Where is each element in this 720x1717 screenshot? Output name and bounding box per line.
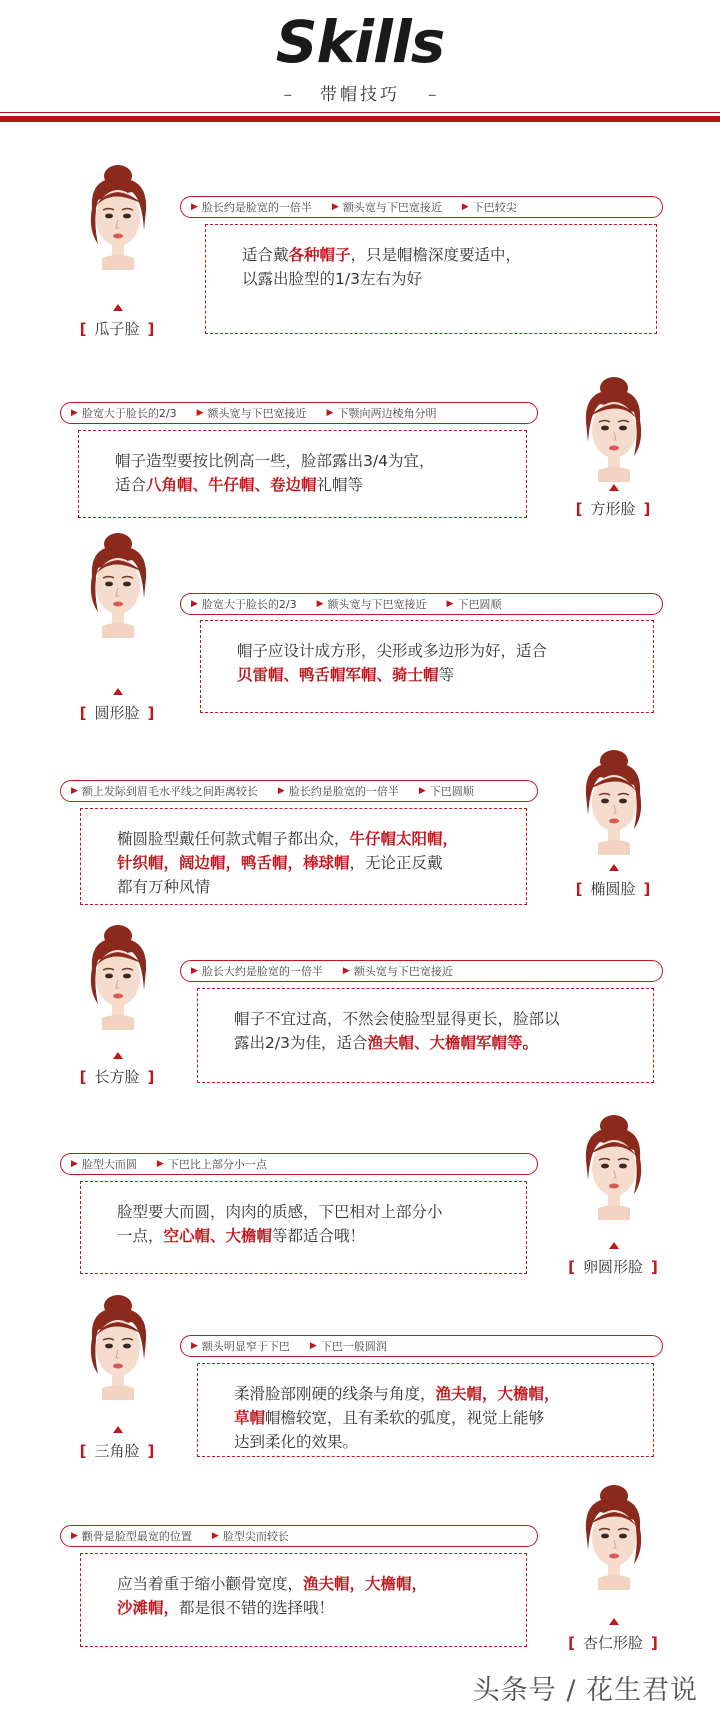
hat-advice-box (197, 988, 654, 1083)
bracket-left: [ (575, 500, 583, 518)
feature-tag-text: 下巴一般圆润 (320, 1340, 387, 1353)
advice-text: 帽檐较宽，且有柔软的弧度，视觉上能够 (265, 1409, 545, 1427)
face-illustration (568, 372, 660, 482)
pin-marker-icon (113, 304, 123, 311)
triangle-bullet-icon: ▶ (71, 408, 78, 418)
hat-advice-box (197, 1363, 654, 1457)
advice-text: 以露出脸型的1/3左右为好 (242, 270, 422, 288)
header (0, 0, 720, 122)
triangle-bullet-icon: ▶ (326, 408, 334, 418)
face-shape-label (558, 1256, 668, 1277)
hat-advice-box (80, 808, 527, 905)
pin-marker-icon (609, 864, 619, 871)
triangle-bullet-icon: ▶ (309, 1341, 317, 1351)
feature-tag (191, 199, 312, 215)
triangle-bullet-icon: ▶ (211, 1531, 219, 1541)
feature-tag (157, 1156, 267, 1172)
feature-tag-text: 额头明显窄于下巴 (201, 1340, 290, 1353)
advice-text: 都有万种风情 (117, 878, 211, 896)
feature-tag-text: 脸长大约是脸宽的一倍半 (201, 965, 323, 978)
pin-marker-icon (113, 1426, 123, 1433)
advice-line (242, 243, 636, 267)
triangle-bullet-icon: ▶ (191, 599, 198, 609)
face-shape-name: 杏仁形脸 (582, 1634, 643, 1652)
feature-tag-text: 脸长约是脸宽的一倍半 (288, 785, 399, 798)
advice-line (115, 473, 506, 497)
bracket-right: ] (643, 880, 651, 898)
feature-tag (191, 596, 297, 612)
feature-tag (71, 783, 258, 799)
subtitle-dash-right: – (428, 85, 437, 105)
advice-text: 达到柔化的效果。 (234, 1433, 359, 1451)
advice-text: 适合 (115, 476, 147, 494)
advice-text: ，只是帽檐深度要适中， (350, 246, 522, 264)
advice-text: 椭圆脸型戴任何款式帽子都出众， (117, 830, 350, 848)
face-shape-label (62, 1440, 172, 1461)
hat-highlight-text: 牛仔帽太阳帽， (349, 830, 459, 848)
advice-text: 露出2/3为佳，适合 (234, 1034, 368, 1052)
pin-marker-icon (609, 1618, 619, 1625)
face-shape-label (62, 318, 172, 339)
face-shape-name: 圆形脸 (94, 704, 140, 722)
header-thin-rule (0, 112, 720, 113)
feature-tag (327, 405, 437, 421)
triangle-bullet-icon: ▶ (71, 1159, 78, 1169)
face-illustration (72, 160, 164, 270)
face-shape-name: 方形脸 (590, 500, 636, 518)
feature-tag-text: 下巴圆顺 (457, 598, 502, 611)
advice-text: 应当着重于缩小颧骨宽度， (117, 1575, 304, 1593)
feature-tag (447, 596, 502, 612)
triangle-bullet-icon: ▶ (418, 786, 426, 796)
bracket-left: [ (79, 704, 87, 722)
feature-tag (71, 1528, 192, 1544)
triangle-bullet-icon: ▶ (191, 1341, 198, 1351)
bracket-right: ] (147, 1442, 155, 1460)
pin-marker-icon (609, 484, 619, 491)
face-illustration (72, 920, 164, 1030)
feature-tag (71, 1156, 137, 1172)
feature-tag (310, 1338, 387, 1354)
feature-tag (212, 1528, 289, 1544)
triangle-bullet-icon: ▶ (156, 1159, 164, 1169)
feature-tag (191, 1338, 290, 1354)
triangle-bullet-icon: ▶ (71, 786, 78, 796)
hat-advice-box (200, 620, 654, 713)
triangle-bullet-icon: ▶ (316, 599, 324, 609)
feature-tag-text: 脸型大而圆 (81, 1158, 137, 1171)
face-illustration (72, 528, 164, 638)
feature-tag-text: 脸型尖而较长 (222, 1530, 289, 1543)
advice-line (234, 1430, 633, 1454)
advice-line (242, 267, 636, 291)
feature-tags-bar (60, 1153, 538, 1175)
triangle-bullet-icon: ▶ (191, 966, 198, 976)
pin-marker-icon (609, 1242, 619, 1249)
advice-line (234, 1382, 633, 1406)
triangle-bullet-icon: ▶ (461, 202, 469, 212)
face-illustration (568, 1480, 660, 1590)
hat-highlight-text: 渔夫帽、大檐帽军帽等。 (367, 1034, 538, 1052)
face-shape-name: 长方脸 (94, 1068, 140, 1086)
face-shape-name: 椭圆脸 (590, 880, 636, 898)
bracket-left: [ (79, 1068, 87, 1086)
advice-text: ，无论正反戴 (349, 854, 443, 872)
hat-highlight-text: 草帽 (234, 1409, 266, 1427)
advice-line (117, 1224, 506, 1248)
bracket-right: ] (643, 500, 651, 518)
hat-highlight-text: 渔夫帽，大檐帽， (435, 1385, 560, 1403)
feature-tag (71, 405, 177, 421)
feature-tags-bar (180, 960, 663, 982)
face-shape-label (62, 1066, 172, 1087)
triangle-bullet-icon: ▶ (331, 202, 339, 212)
advice-line (117, 1596, 506, 1620)
advice-line (234, 1007, 633, 1031)
advice-line (115, 449, 506, 473)
pin-marker-icon (113, 1052, 123, 1059)
feature-tag (317, 596, 427, 612)
advice-line (234, 1406, 633, 1430)
bracket-right: ] (147, 1068, 155, 1086)
hat-advice-box (78, 430, 527, 518)
bracket-left: [ (568, 1634, 575, 1652)
advice-text: 脸型要大而圆，肉肉的质感，下巴相对上部分小 (117, 1203, 443, 1221)
face-shape-label (558, 498, 668, 519)
hat-advice-box (80, 1553, 527, 1647)
feature-tags-bar (180, 593, 663, 615)
feature-tag (462, 199, 517, 215)
feature-tag (343, 963, 453, 979)
bracket-right: ] (651, 1634, 658, 1652)
hat-highlight-text: 八角帽、牛仔帽、卷边帽 (146, 476, 317, 494)
bracket-right: ] (651, 1258, 658, 1276)
face-shape-name: 卵圆形脸 (582, 1258, 643, 1276)
header-red-rule (0, 116, 720, 122)
advice-text: 等都适合哦！ (272, 1227, 366, 1245)
face-illustration (568, 1110, 660, 1220)
advice-line (117, 1200, 506, 1224)
advice-text: 帽子不宜过高，不然会使脸型显得更长，脸部以 (234, 1010, 560, 1028)
feature-tag (332, 199, 442, 215)
bracket-left: [ (568, 1258, 575, 1276)
advice-text: 柔滑脸部刚硬的线条与角度， (234, 1385, 436, 1403)
hat-advice-box (205, 224, 657, 334)
triangle-bullet-icon: ▶ (342, 966, 350, 976)
pin-marker-icon (113, 688, 123, 695)
advice-line (237, 663, 633, 687)
advice-text: 都是很不错的选择哦！ (179, 1599, 335, 1617)
face-illustration (568, 745, 660, 855)
feature-tag-text: 额头宽与下巴宽接近 (353, 965, 453, 978)
logo-title: Skills (275, 8, 445, 76)
advice-line (117, 875, 506, 899)
advice-text: 适合戴 (242, 246, 289, 264)
feature-tag-text: 额头宽与下巴宽接近 (342, 201, 442, 214)
face-shape-label (558, 1632, 668, 1653)
face-shape-label (62, 702, 172, 723)
face-illustration (72, 1290, 164, 1400)
advice-line (234, 1031, 633, 1055)
triangle-bullet-icon: ▶ (191, 202, 198, 212)
feature-tag (278, 783, 399, 799)
feature-tag-text: 脸长约是脸宽的一倍半 (201, 201, 312, 214)
feature-tags-bar (60, 1525, 538, 1547)
feature-tag (419, 783, 474, 799)
triangle-bullet-icon: ▶ (196, 408, 204, 418)
feature-tag-text: 下巴较尖 (472, 201, 517, 214)
feature-tag (197, 405, 307, 421)
hat-highlight-text: 渔夫帽，大檐帽， (303, 1575, 428, 1593)
advice-line (117, 851, 506, 875)
feature-tag (191, 963, 323, 979)
hat-highlight-text: 贝雷帽、鸭舌帽军帽、骑士帽 (237, 666, 439, 684)
advice-line (237, 639, 633, 663)
feature-tag-text: 脸宽大于脸长的2/3 (81, 407, 177, 420)
triangle-bullet-icon: ▶ (446, 599, 454, 609)
advice-text: 帽子应设计成方形，尖形或多边形为好，适合 (237, 642, 548, 660)
advice-text: 一点， (117, 1227, 164, 1245)
subtitle (0, 80, 720, 105)
bracket-left: [ (575, 880, 583, 898)
feature-tags-bar (60, 402, 538, 424)
subtitle-dash-left: – (283, 85, 292, 105)
feature-tag-text: 额上发际到眉毛水平线之间距离较长 (81, 785, 258, 798)
bracket-left: [ (79, 1442, 87, 1460)
advice-line (117, 1572, 506, 1596)
advice-text: 帽子造型要按比例高一些，脸部露出3/4为宜， (115, 452, 435, 470)
advice-text: 等 (438, 666, 455, 684)
bracket-right: ] (147, 704, 155, 722)
hat-highlight-text: 各种帽子 (288, 246, 351, 264)
feature-tag-text: 下巴圆顺 (429, 785, 474, 798)
face-shape-name: 三角脸 (94, 1442, 140, 1460)
feature-tag-text: 颧骨是脸型最宽的位置 (81, 1530, 192, 1543)
feature-tags-bar (180, 196, 663, 218)
advice-text: 礼帽等 (316, 476, 364, 494)
feature-tag-text: 脸宽大于脸长的2/3 (201, 598, 297, 611)
feature-tag-text: 下巴比上部分小一点 (167, 1158, 267, 1171)
hat-advice-box (80, 1181, 527, 1274)
triangle-bullet-icon: ▶ (71, 1531, 78, 1541)
feature-tags-bar (180, 1335, 663, 1357)
feature-tag-text: 下颚向两边棱角分明 (337, 407, 437, 420)
hat-highlight-text: 空心帽、大檐帽 (163, 1227, 273, 1245)
face-shape-name: 瓜子脸 (94, 320, 140, 338)
feature-tag-text: 额头宽与下巴宽接近 (207, 407, 307, 420)
bracket-right: ] (147, 320, 155, 338)
bracket-left: [ (79, 320, 87, 338)
triangle-bullet-icon: ▶ (277, 786, 285, 796)
advice-line (117, 827, 506, 851)
watermark: 头条号 / 花生君说 (472, 1675, 698, 1706)
hat-highlight-text: 针织帽，阔边帽，鸭舌帽，棒球帽 (117, 854, 350, 872)
feature-tag-text: 额头宽与下巴宽接近 (327, 598, 427, 611)
feature-tags-bar (60, 780, 538, 802)
face-shape-label (558, 878, 668, 899)
hat-highlight-text: 沙滩帽， (117, 1599, 180, 1617)
subtitle-text: 带帽技巧 (320, 85, 400, 105)
